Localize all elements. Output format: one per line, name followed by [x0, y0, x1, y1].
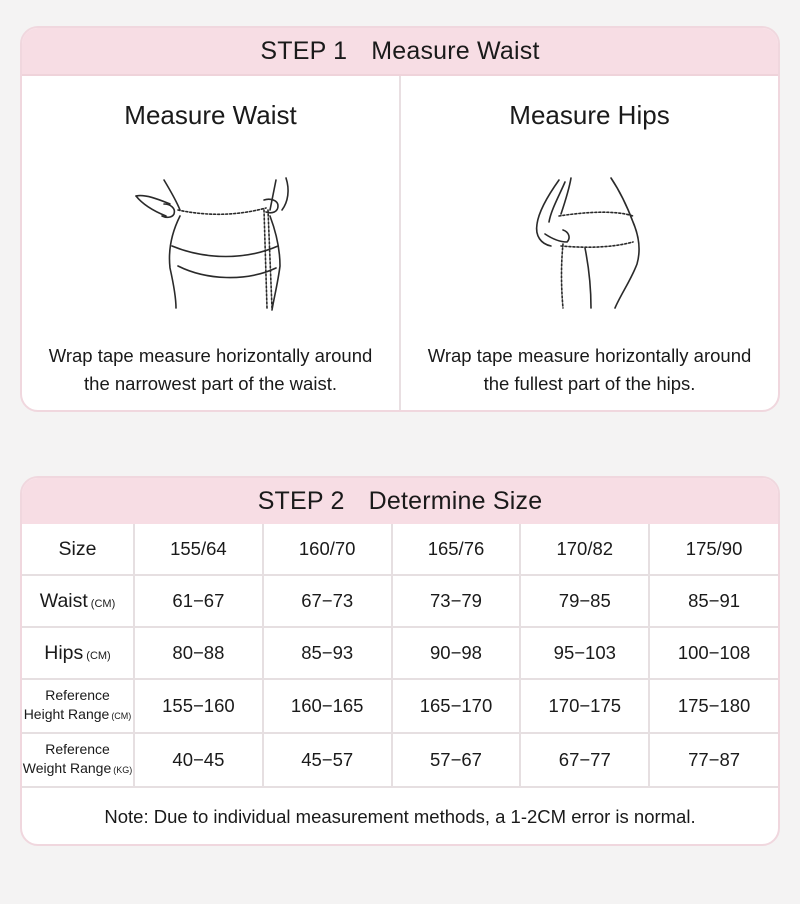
table-cell: 100−108 — [649, 627, 778, 679]
row-label-height: Reference Height Range (CM) — [22, 679, 134, 733]
step1-label: STEP 1 — [260, 36, 348, 65]
table-cell: 175−180 — [649, 679, 778, 733]
table-cell: 160/70 — [263, 524, 392, 575]
waist-measure-illustration-icon — [22, 176, 399, 316]
table-cell: 61−67 — [134, 575, 263, 627]
table-cell: 77−87 — [649, 733, 778, 787]
step2-title: Determine Size — [368, 486, 543, 515]
hips-desc-line2: the fullest part of the hips. — [483, 373, 696, 394]
table-cell: 80−88 — [134, 627, 263, 679]
table-cell: 175/90 — [649, 524, 778, 575]
table-cell: 155/64 — [134, 524, 263, 575]
table-row-weight — [22, 733, 778, 787]
size-table — [22, 524, 778, 788]
hips-panel-title: Measure Hips — [509, 100, 670, 130]
table-cell: 67−73 — [263, 575, 392, 627]
waist-panel-title: Measure Waist — [124, 100, 297, 130]
table-row-size — [22, 524, 778, 575]
table-cell: 165−170 — [392, 679, 521, 733]
table-cell: 73−79 — [392, 575, 521, 627]
table-cell: 85−91 — [649, 575, 778, 627]
row-label-weight: Reference Weight Range (KG) — [22, 733, 134, 787]
step2-label: STEP 2 — [257, 486, 345, 515]
row-label-size: Size — [22, 524, 134, 575]
table-cell: 95−103 — [520, 627, 649, 679]
waist-desc-line2: the narrowest part of the waist. — [84, 373, 337, 394]
table-cell: 165/76 — [392, 524, 521, 575]
table-cell: 170−175 — [520, 679, 649, 733]
step2-card — [20, 476, 780, 846]
hips-panel-desc — [401, 342, 778, 398]
row-label-waist: Waist (CM) — [22, 575, 134, 627]
table-cell: 85−93 — [263, 627, 392, 679]
table-cell: 160−165 — [263, 679, 392, 733]
measure-panels — [22, 76, 778, 412]
table-row-hips — [22, 627, 778, 679]
table-cell: 57−67 — [392, 733, 521, 787]
table-cell: 45−57 — [263, 733, 392, 787]
size-note: Note: Due to individual measurement methods, a 1-2CM error is normal. — [104, 806, 696, 827]
waist-desc-line1: Wrap tape measure horizontally around — [48, 345, 373, 366]
table-cell: 155−160 — [134, 679, 263, 733]
waist-panel — [22, 76, 399, 412]
table-cell: 170/82 — [520, 524, 649, 575]
table-cell: 40−45 — [134, 733, 263, 787]
hips-measure-illustration-icon — [401, 176, 778, 316]
table-row-waist — [22, 575, 778, 627]
table-row-height — [22, 679, 778, 733]
waist-panel-desc — [22, 342, 399, 398]
hips-panel — [399, 76, 778, 412]
table-cell: 67−77 — [520, 733, 649, 787]
table-cell: 90−98 — [392, 627, 521, 679]
step1-title: Measure Waist — [371, 36, 540, 65]
step1-header — [22, 28, 778, 76]
step2-header — [22, 478, 778, 524]
step1-card — [20, 26, 780, 412]
table-cell: 79−85 — [520, 575, 649, 627]
hips-desc-line1: Wrap tape measure horizontally around — [427, 345, 752, 366]
row-label-hips: Hips (CM) — [22, 627, 134, 679]
